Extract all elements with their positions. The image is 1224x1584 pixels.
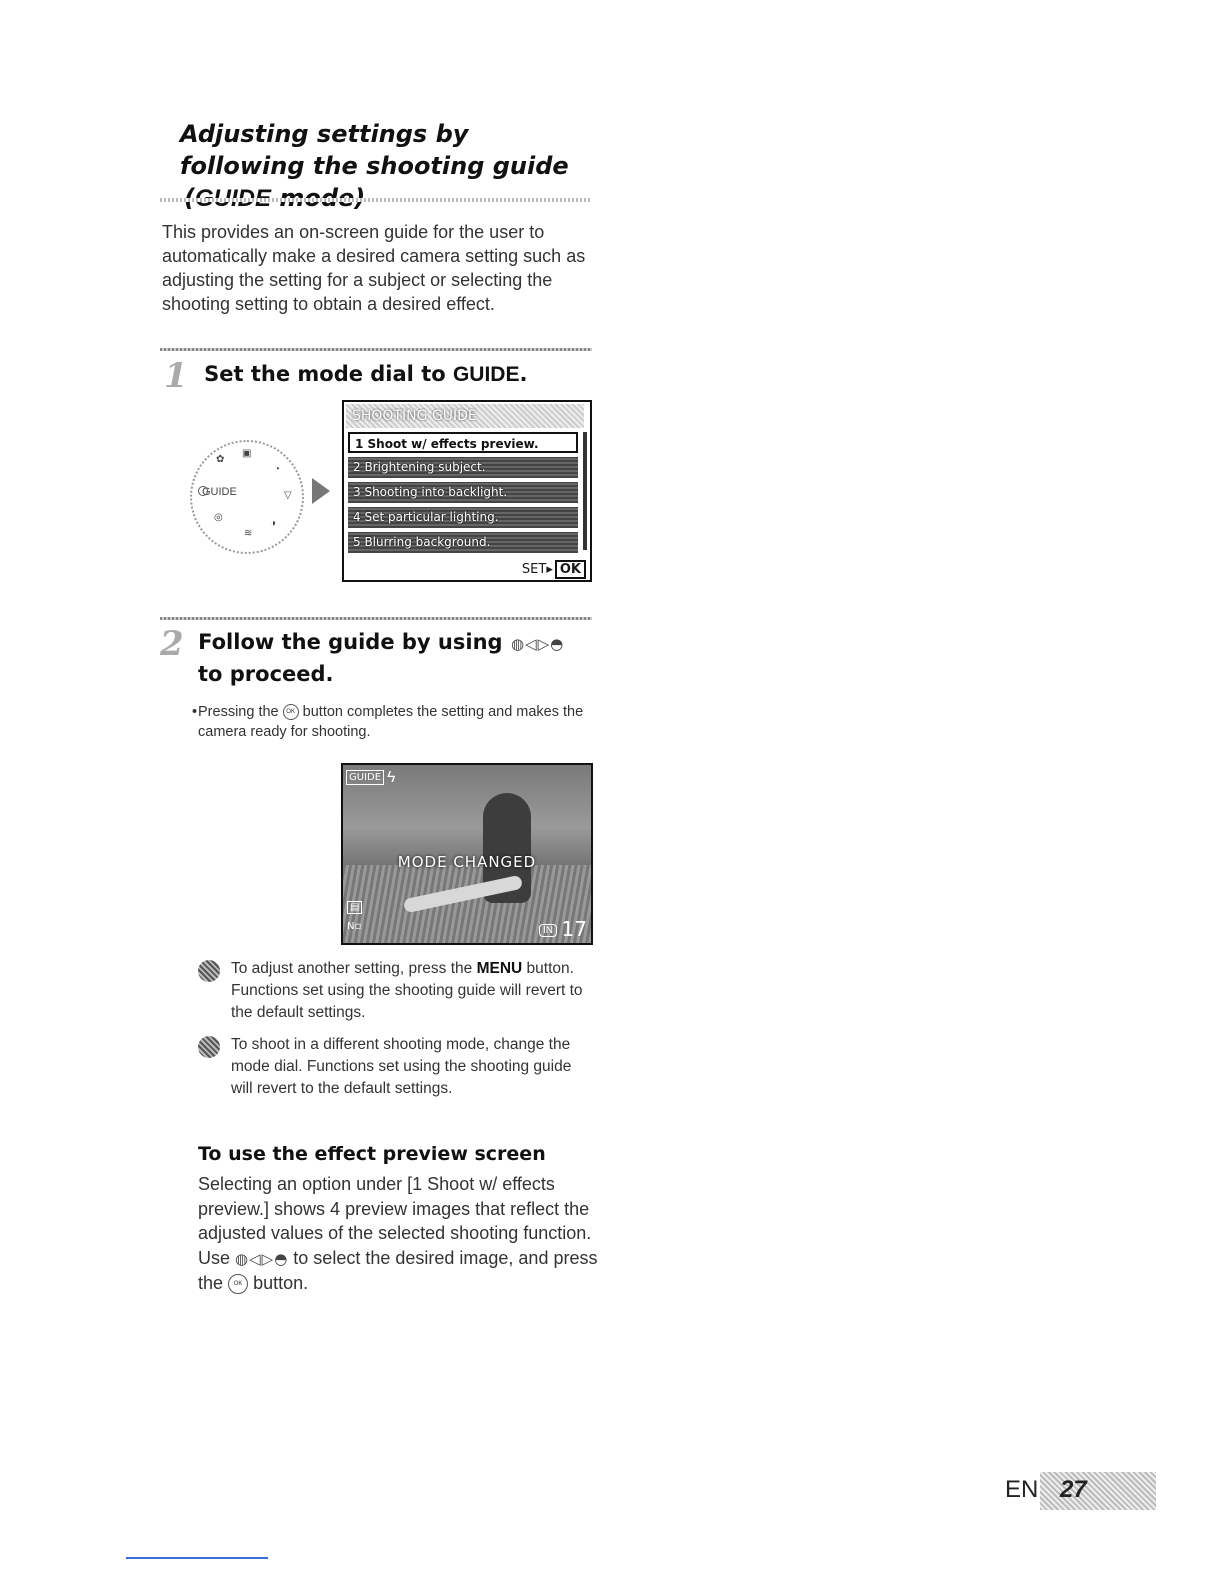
dial-beauty-icon: ≋: [244, 528, 253, 539]
memory-icon: IN: [539, 924, 557, 937]
menu-item-2: 2 Brightening subject.: [348, 457, 578, 478]
step-2: [160, 624, 610, 664]
flash-icon: ϟ: [387, 769, 396, 786]
step-1-mode: GUIDE: [452, 363, 520, 386]
effect-text-before: Selecting an option under [1 Shoot w/ effects preview.] shows 4 preview images that reflect the adjusted values of the selected shooting function. Use: [198, 1174, 592, 1268]
arrow-pad-icon: ◍◁▷◓: [511, 635, 565, 653]
guide-mode-indicator: GUIDE: [346, 770, 384, 785]
footer-rule: [126, 1557, 268, 1559]
effect-preview-text: [198, 1172, 598, 1296]
arrow-right-icon: [312, 478, 330, 504]
menu-item-5: 5 Blurring background.: [348, 532, 578, 553]
effect-text-mid: to select the desired image, and press the: [198, 1247, 598, 1293]
bullet-note: [192, 702, 598, 742]
ok-label: OK: [555, 560, 586, 579]
title-underline: [160, 198, 592, 202]
step-1-text-prefix: Set the mode dial to: [204, 362, 453, 386]
dial-pointer-icon: [198, 486, 208, 496]
language-label: EN: [1005, 1476, 1039, 1503]
dial-movie-icon: ▽: [284, 490, 292, 501]
title-line-2: following the shooting guide: [180, 152, 569, 180]
bullet-text-before: Pressing the: [198, 704, 279, 720]
ok-button-icon: OK: [228, 1274, 248, 1294]
dial-camera-icon: ▣: [242, 448, 252, 459]
shooting-guide-screen: [342, 400, 592, 582]
note-2: To shoot in a different shooting mode, change the mode dial. Functions set using the shooting guide will revert to the default settings.: [231, 1036, 572, 1097]
menu-item-3: 3 Shooting into backlight.: [348, 482, 578, 503]
mode-changed-text: MODE CHANGED: [397, 853, 537, 871]
arrow-small-icon: ▸: [546, 562, 553, 577]
note-1-after: button. Functions set using the shooting guide will revert to the default settings.: [231, 960, 583, 1021]
tip-icon: [198, 1036, 220, 1058]
menu-item-4: 4 Set particular lighting.: [348, 507, 578, 528]
dial-scene-icon: ✿: [216, 454, 225, 465]
effect-preview-heading: To use the effect preview screen: [198, 1143, 546, 1165]
title-line-1: Adjusting settings by: [180, 120, 469, 148]
screen-header: SHOOTING GUIDE: [346, 404, 584, 428]
set-label: SET: [521, 562, 547, 577]
tip-icon: [198, 960, 220, 982]
divider-2: [160, 617, 592, 620]
step-1-number: 1: [164, 356, 188, 396]
step-2-line-1: Follow the guide by using: [198, 630, 503, 654]
step-2-line-2: to proceed.: [198, 662, 334, 686]
dial-magic-icon: ◎: [214, 512, 223, 523]
dial-guide-label: GUIDE: [202, 486, 237, 498]
screen-scrollbar: [583, 432, 587, 550]
menu-item-1: 1 Shoot w/ effects preview.: [348, 432, 578, 453]
mode-changed-screen: [341, 763, 593, 945]
step-1-text: [204, 362, 527, 386]
intro-paragraph: This provides an on-screen guide for the user to automatically make a desired camera setting such as adjusting the setting for a subject or selecting the shooting setting to obtain a desired effect.: [162, 222, 586, 314]
arrow-pad-icon: ◍◁▷◓: [235, 1249, 289, 1268]
quality-icon: N▫: [347, 921, 362, 932]
effect-text-after: button.: [253, 1273, 309, 1293]
step-2-number: 2: [160, 624, 184, 664]
note-1-before: To adjust another setting, press the: [231, 960, 477, 977]
page-number-box: [1040, 1472, 1156, 1510]
dial-playback-icon: ◑: [270, 518, 277, 529]
dial-portrait-icon: ◔: [274, 464, 281, 475]
step-1-text-suffix: .: [519, 362, 528, 386]
bullet-dot-icon: •: [192, 704, 198, 720]
ok-button-icon: OK: [283, 704, 299, 720]
note-1: [231, 958, 591, 1024]
shots-remaining: 17: [561, 917, 587, 941]
screen-set-ok: [522, 562, 586, 577]
page-number: 27: [1060, 1476, 1087, 1503]
step-1: [164, 356, 528, 396]
divider-1: [160, 348, 592, 351]
image-size-icon: ▤: [347, 901, 362, 914]
bullet-text-after: button completes the setting and makes the camera ready for shooting.: [198, 704, 584, 740]
menu-button-label: MENU: [476, 960, 523, 977]
mode-dial-illustration: [190, 440, 304, 554]
